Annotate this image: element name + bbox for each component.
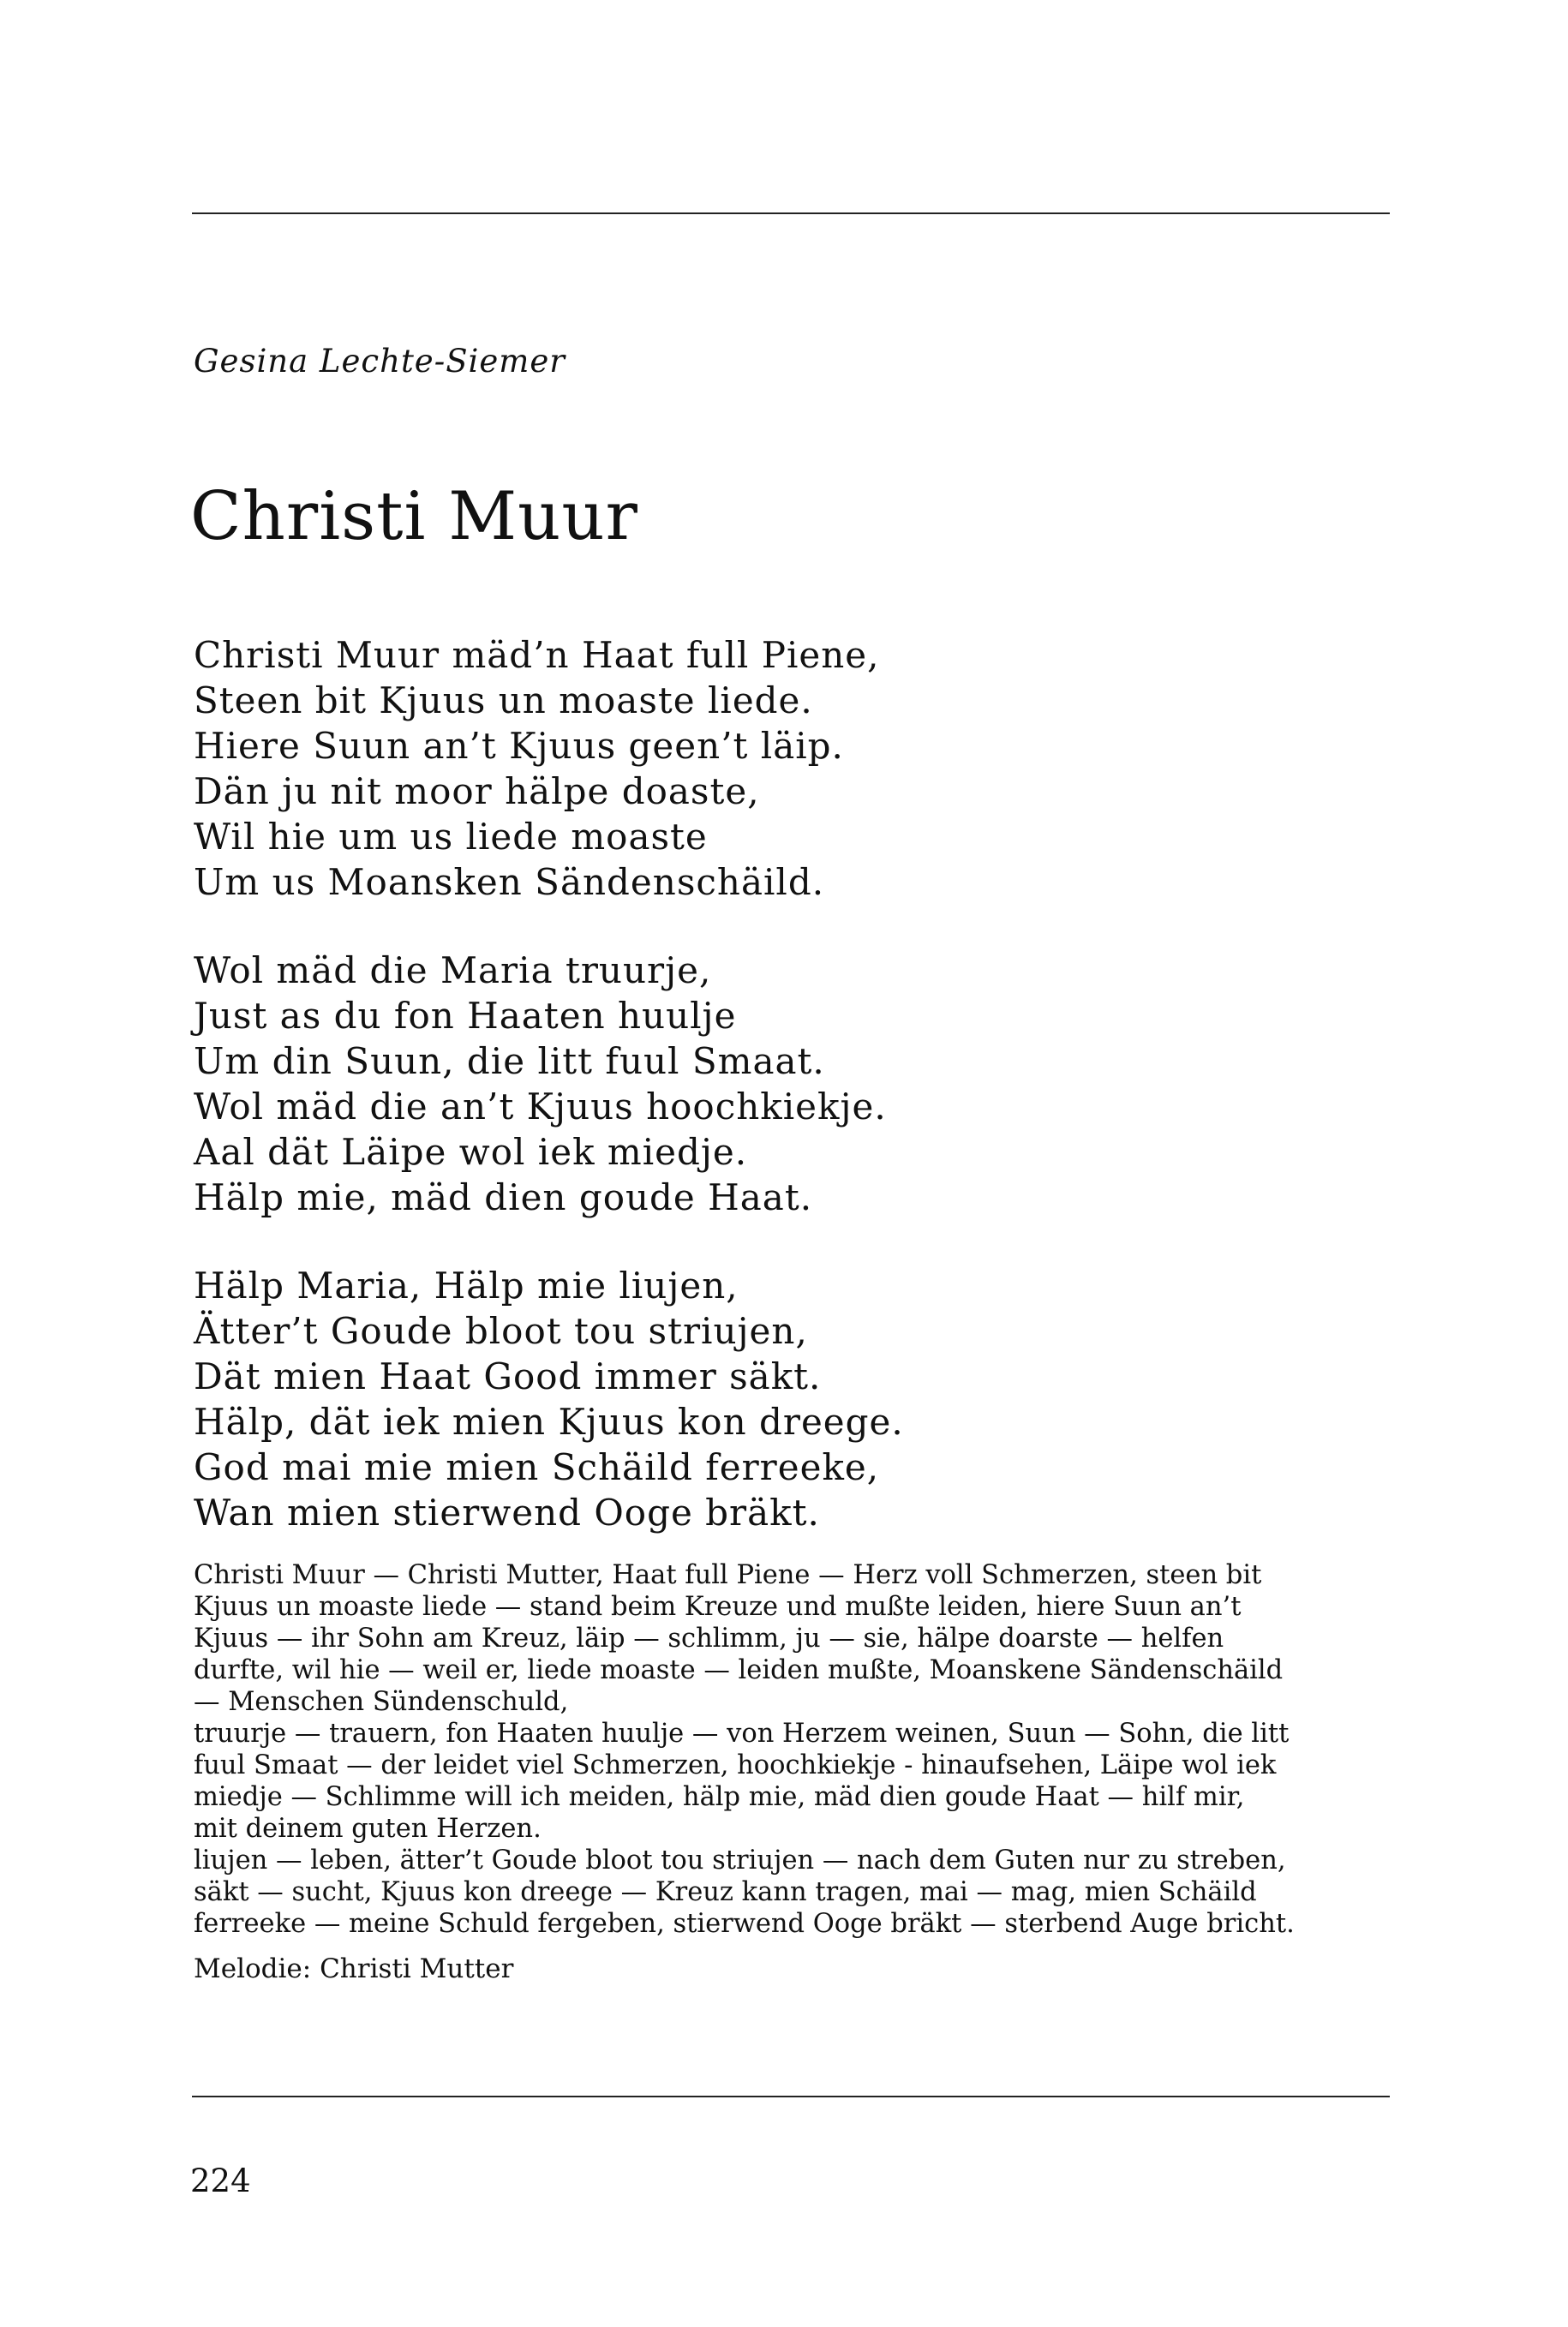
poem	[194, 632, 904, 1578]
poem-line: Christi Muur mäd’n Haat full Piene,	[194, 634, 880, 676]
glossary-line: — Menschen Sündenschuld,	[194, 1687, 569, 1717]
top-rule	[192, 212, 1390, 214]
poem-line: Um us Moansken Sändenschäild.	[194, 861, 825, 903]
glossary-line: durfte, wil hie — weil er, liede moaste — leiden mußte, Moanskene Sändenschäild	[194, 1655, 1284, 1685]
poem-line: Hälp mie, mäd dien goude Haat.	[194, 1176, 813, 1218]
melody-note: Melodie: Christi Mutter	[194, 1953, 514, 1984]
stanza-1	[194, 632, 904, 905]
glossary-notes	[194, 1559, 1390, 1940]
poem-line: Wan mien stierwend Ooge bräkt.	[194, 1492, 820, 1534]
poem-line: Hälp, dät iek mien Kjuus kon dreege.	[194, 1401, 904, 1443]
glossary-line: liujen — leben, ätter’t Goude bloot tou striujen — nach dem Guten nur zu streben,	[194, 1845, 1286, 1875]
glossary-line: fuul Smaat — der leidet viel Schmerzen, hoochkiekje - hinaufsehen, Läipe wol iek	[194, 1750, 1277, 1780]
poem-line: Steen bit Kjuus un moaste liede.	[194, 679, 813, 721]
poem-line: Just as du fon Haaten huulje	[194, 995, 737, 1037]
glossary-line: Kjuus un moaste liede — stand beim Kreuze und mußte leiden, hiere Suun an’t	[194, 1592, 1242, 1622]
glossary-line: Christi Muur — Christi Mutter, Haat full Piene — Herz voll Schmerzen, steen bit	[194, 1560, 1262, 1590]
poem-line: Dän ju nit moor hälpe doaste,	[194, 770, 760, 812]
glossary-line: Kjuus — ihr Sohn am Kreuz, läip — schlimm, ju — sie, hälpe doarste — helfen	[194, 1624, 1224, 1654]
stanza-2	[194, 948, 904, 1220]
glossary-line: säkt — sucht, Kjuus kon dreege — Kreuz kann tragen, mai — mag, mien Schäild	[194, 1877, 1257, 1907]
bottom-rule	[192, 2096, 1390, 2097]
glossary-line: truurje — trauern, fon Haaten huulje — von Herzem weinen, Suun — Sohn, die litt	[194, 1719, 1290, 1749]
poem-line: Hälp Maria, Hälp mie liujen,	[194, 1265, 739, 1307]
page-number: 224	[190, 2162, 251, 2199]
stanza-3	[194, 1263, 904, 1535]
glossary-line: miedje — Schlimme will ich meiden, hälp mie, mäd dien goude Haat — hilf mir,	[194, 1782, 1245, 1812]
glossary-line: ferreeke — meine Schuld fergeben, stierwend Ooge bräkt — sterbend Auge bricht.	[194, 1909, 1295, 1939]
glossary-paragraph	[194, 1559, 1390, 1718]
poem-title: Christi Muur	[190, 478, 638, 555]
glossary-paragraph	[194, 1718, 1390, 1845]
poem-line: Wil hie um us liede moaste	[194, 816, 708, 858]
poem-line: Hiere Suun an’t Kjuus geen’t läip.	[194, 725, 844, 767]
poem-line: God mai mie mien Schäild ferreeke,	[194, 1446, 880, 1488]
poem-line: Dät mien Haat Good immer säkt.	[194, 1355, 822, 1397]
glossary-line: mit deinem guten Herzen.	[194, 1814, 542, 1844]
glossary-paragraph	[194, 1845, 1390, 1940]
poem-line: Um din Suun, die litt fuul Smaat.	[194, 1040, 825, 1082]
author-name: Gesina Lechte-Siemer	[194, 343, 566, 380]
poem-line: Wol mäd die an’t Kjuus hoochkiekje.	[194, 1086, 887, 1128]
poem-line: Aal dät Läipe wol iek miedje.	[194, 1131, 748, 1173]
poem-line: Ätter’t Goude bloot tou striujen,	[194, 1310, 808, 1352]
poem-line: Wol mäd die Maria truurje,	[194, 949, 712, 991]
